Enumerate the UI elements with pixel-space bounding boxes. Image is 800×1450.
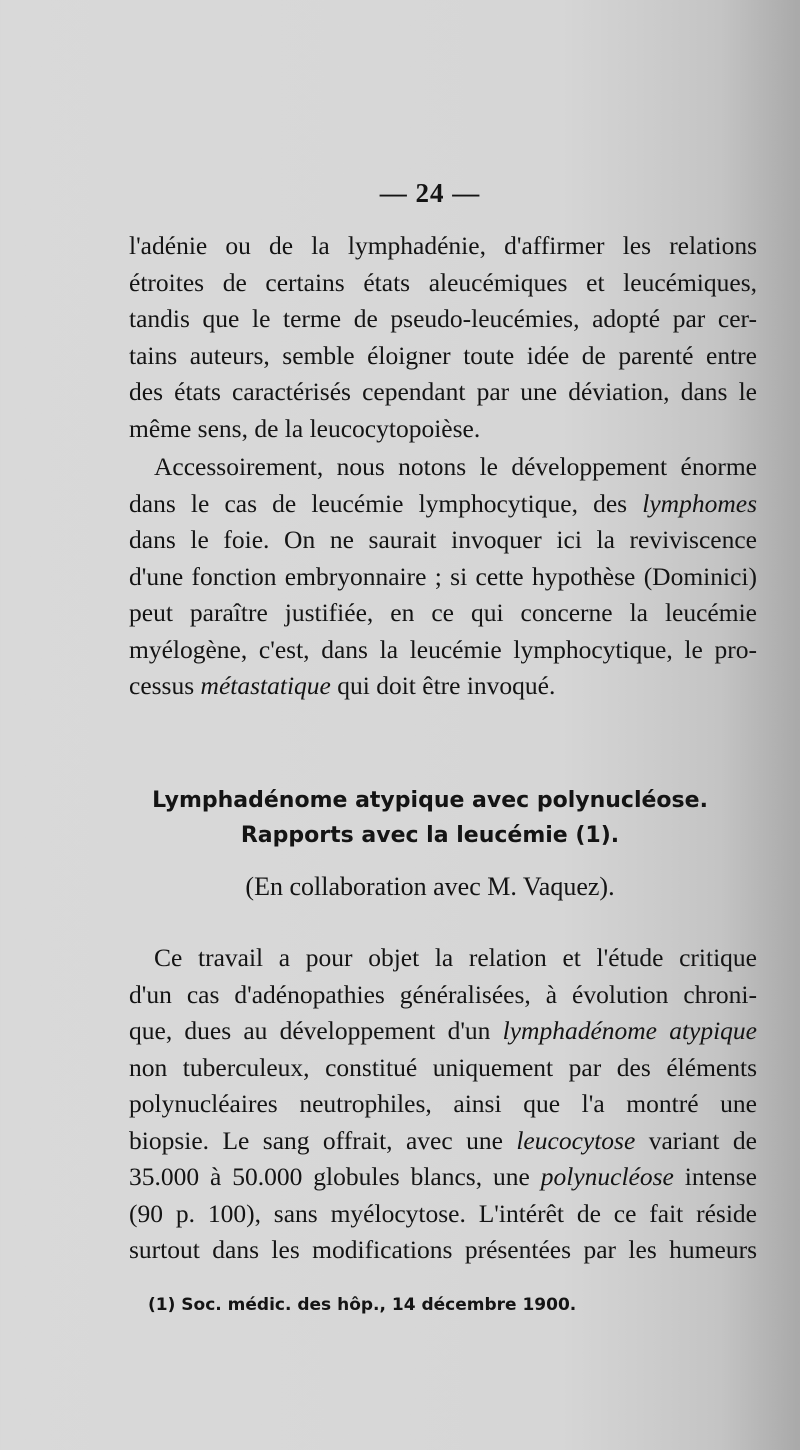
italic-term: polynucléose — [540, 1162, 674, 1191]
text-line: même sens, de la leucocytopoièse. — [129, 413, 481, 443]
italic-term: lymphadénome atypique — [502, 1016, 757, 1045]
text-segment: 35.000 à 50.000 globules blancs, une — [129, 1162, 530, 1191]
text-line: non tuberculeux, constitué uniquement par des éléments — [129, 1052, 757, 1082]
text-line: d'une fonction embryonnaire ; si cette hypothèse (Dominici) — [129, 561, 757, 591]
text-segment: variant de — [648, 1125, 757, 1155]
text-line — [129, 1159, 757, 1196]
paragraph-accessoirement — [129, 449, 757, 705]
text-line — [129, 1013, 757, 1050]
text-segment: que, dues au développement d'un — [129, 1016, 491, 1045]
page-number: — 24 — — [379, 178, 481, 208]
text-line: tains auteurs, semble éloigner toute idée de parenté entre — [129, 340, 757, 370]
text-segment: cessus — [129, 671, 195, 700]
text-segment: biopsie. Le sang offrait, avec une — [129, 1125, 503, 1155]
text-line — [129, 668, 757, 705]
text-line: polynucléaires neutrophiles, ainsi que l'a montré une — [129, 1089, 757, 1118]
paragraph-continuation — [129, 228, 757, 447]
collaboration-note: (En collaboration avec M. Vaquez). — [245, 872, 615, 901]
section-heading-line-2: Rapports avec la leucémie (1). — [240, 823, 620, 848]
italic-term: leucocytose — [516, 1125, 636, 1155]
text-line: myélogène, c'est, dans la leucémie lymphocytique, le pro- — [129, 634, 757, 664]
text-line: tandis que le terme de pseudo-leucémies, adopté par cer- — [129, 304, 757, 333]
text-line: étroites de certains états aleucémiques et leucémiques, — [129, 267, 757, 297]
text-line: Accessoirement, nous notons le développement énorme — [154, 452, 757, 481]
text-line — [129, 486, 757, 523]
text-segment: dans le cas de leucémie lymphocytique, des — [129, 488, 628, 518]
text-line: surtout dans les modifications présentées par les humeurs — [129, 1235, 757, 1264]
text-segment: qui doit être invoqué. — [337, 671, 556, 700]
text-line: d'un cas d'adénopathies généralisées, à évolution chroni- — [129, 979, 757, 1009]
text-line: l'adénie ou de la lymphadénie, d'affirmer les relations — [129, 231, 757, 260]
italic-term: lymphomes — [642, 488, 757, 518]
text-segment: intense — [684, 1162, 757, 1191]
italic-term: métastatique — [200, 671, 331, 700]
text-line: Ce travail a pour objet la relation et l'étude critique — [154, 943, 757, 972]
text-line: des états caractérisés cependant par une déviation, dans le — [129, 377, 757, 406]
paragraph-travail — [129, 940, 757, 1269]
text-line: dans le foie. On ne saurait invoquer ici la reviviscence — [129, 525, 757, 554]
text-line — [129, 1123, 757, 1160]
section-heading-line-1: Lymphadénome atypique avec polynucléose. — [152, 788, 708, 813]
text-line: peut paraître justifiée, en ce qui concerne la leucémie — [129, 598, 757, 627]
text-line: (90 p. 100), sans myélocytose. L'intérêt de ce fait réside — [129, 1198, 757, 1228]
footnote: (1) Soc. médic. des hôp., 14 décembre 1900. — [148, 1295, 577, 1315]
